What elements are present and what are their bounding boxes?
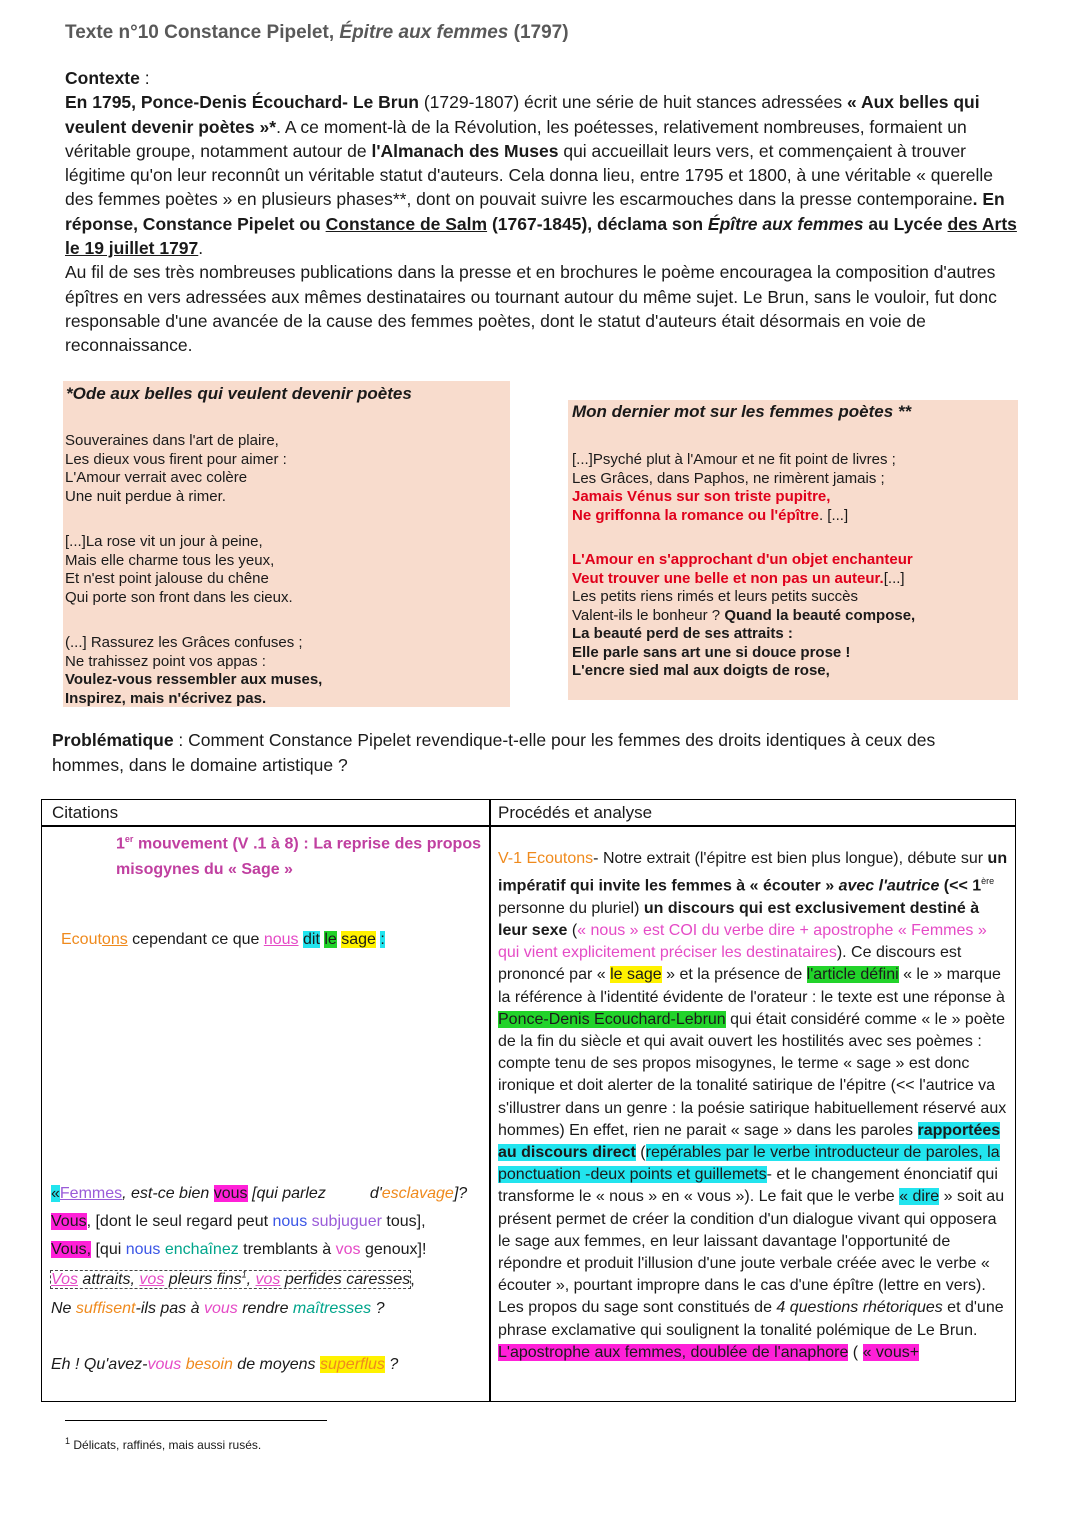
ode-stanza-1: Souveraines dans l'art de plaire, Les dieux vous firent pour aimer : L'Amour verrait avec colère Une nuit perdue à rimer. [65,432,287,505]
analysis-run: V-1 Ecoutons [498,850,594,867]
ode-title: *Ode aux belles qui veulent devenir poètes [66,384,412,403]
analysis-run: 4 questions rhétoriques [776,1299,943,1317]
footnote-rule [65,1420,327,1421]
context-run: . En réponse, Constance Pipelet ou [65,189,1005,234]
ode-box [63,381,510,707]
analysis-run: rapportées au discours direct [498,1121,1001,1161]
analysis-run: ( [567,921,578,939]
context-run: . [198,238,204,259]
citation-line-4: Vous, [qui nous enchaînez tremblants à vos genoux]! [51,1241,427,1258]
analysis-run: ère [981,876,995,887]
ode-stanza-2: [...]La rose vit un jour à peine, Mais elle charme tous les yeux, Et n'est point jalouse du chêne Qui porte son front dans les cieux. [65,533,293,606]
dernier-mot-stanza-1: [...]Psyché plut à l'Amour et ne fit point de livres ; Les Grâces, dans Paphos, ne rimèrent jamais ; Jamais Vénus sur son triste pupitre, Ne griffonna la romance ou l'épître. [...] [572,451,896,524]
page-title: Texte n°10 Constance Pipelet, Épitre aux femmes (1797) [65,22,569,43]
analysis-run: un discours qui est exclusivement destiné à leur sexe [498,899,980,939]
analysis-run: le sage [610,966,662,984]
context-run: Épître aux femmes [707,213,864,234]
analysis-run: » et la présence de [661,966,807,984]
context-run: « Aux belles qui veulent devenir poètes »* [65,92,980,137]
dernier-mot-box [568,400,1018,700]
analysis-run: un impératif qui invite les femmes à « écouter » [498,850,1008,895]
analysis-run: Ponce-Denis Ecouchard-Lebrun [498,1010,726,1028]
vos-attraits-group: Vos attraits, vos pleurs fins$^1$, vos perfides caresses [51,1270,411,1289]
analysis-run: « vous+ [862,1343,920,1361]
dernier-mot-stanza-2: L'Amour en s'approchant d'un objet enchanteur Veut trouver une belle et non pas un auteur.[...] Les petits riens rimés et leurs petits succès Valent-ils le bonheur ? Quand la beauté compose, La beauté perd de ses attraits : Elle parle sans art une si douce prose ! L'encre sied mal aux doigts de rose, [572,551,916,679]
analysis-run: ( [635,1143,646,1161]
analysis-run: et d'une phrase exclamative qui soulignent la tonalité polémique de Le Brun. [498,1299,1004,1339]
citation-line-5: Vos attraits, vos pleurs fins$^1$, vos perfides caresses, [51,1270,415,1289]
analysis-run: » soit au présent permet de créer la condition d'un dialogue vivant qui opposera le sage aux femmes, en leur laissant davantage l'opportunité de répondre et produit l'illusion d'une joute verbale créée avec le verbe « écouter », pourtant impropre dans le cas d'une épître (lettre en vers). Les propos du sage sont constitués de [498,1188,1005,1317]
citation-line-1: Ecoutons cependant ce que nous dit le sage : [61,931,385,948]
problematique: Problématique : Comment Constance Pipelet revendique-t-elle pour les femmes des droits identiques à ceux des hommes, dans le domaine artistique ? [52,730,936,775]
context-run: (1729-1807) écrit une série de huit stances adressées [418,92,848,113]
context-paragraph-2: Au fil de ses très nombreuses publications dans la presse et en brochures le poème encouragea la composition d'autres épîtres en vers adressées aux mêmes destinataires ou tournant autour du même sujet. Le Brun, sans le vouloir, fut donc responsable d'une avancée de la cause des femmes poètes, dont le statut d'auteurs était désormais en voie de reconnaissance. [65,262,997,356]
dernier-mot-title: Mon dernier mot sur les femmes poètes ** [572,402,912,421]
context-run: des Arts le 19 juillet 1797 [65,213,1017,259]
analysis-text [498,848,1010,1364]
analysis-run: (<< 1 [939,877,982,895]
context-run: l'Almanach des Muses [371,140,559,161]
analysis-run: l'article défini [806,966,899,984]
analysis-run: avec l'autrice [838,877,940,895]
column-header-citations: Citations [52,803,119,822]
analysis-run: - Notre extrait (l'épitre est bien plus longue), débute sur [593,850,988,867]
context-paragraph-1 [65,90,1025,260]
analysis-run: « le » marque la référence à l'identité évidente de l'orateur : le texte est une réponse à [498,966,1005,1006]
citation-line-6: Ne suffisent-ils pas à vous rendre maîtresses ? [51,1300,385,1317]
analysis-run: « dire [899,1188,940,1206]
footnote: $^1$ Délicats, raffinés, mais aussi rusés. [65,1436,262,1452]
citation-line-7: Eh ! Qu'avez-vous besoin de moyens superflus ? [51,1356,399,1373]
analysis-run: « nous » est COI du verbe dire + apostrophe « Femmes » qui vient explicitement préciser les destinataires [498,921,987,962]
analysis-run: ( [848,1343,863,1361]
column-header-analysis: Procédés et analyse [498,803,653,822]
work-title: Épitre aux femmes [339,22,509,43]
context-section [65,66,1025,358]
movement-heading: 1er mouvement (V .1 à 8) : La reprise des propos misogynes du « Sage » [116,834,481,879]
column-divider [489,800,491,1401]
context-run: au Lycée [863,213,948,234]
context-heading: Contexte : [65,68,150,88]
analysis-run: - et le changement énonciatif qui transforme le « nous » en « vous »). Le fait que le verbe [498,1166,998,1206]
context-run: (1767-1845), déclama son [487,213,708,234]
context-run: En 1795, Ponce-Denis Écouchard- Le Brun [65,92,419,113]
context-run: . A ce moment-là de la Révolution, les poétesses, relativement nombreuses, formaient un véritable groupe, notamment autour de [65,116,967,161]
ode-stanza-3: (...] Rassurez les Grâces confuses ; Ne trahissez point vos appas : Voulez-vous ressembler aux muses, Inspirez, mais n'écrivez pas. [65,634,323,707]
analysis-run: personne du pluriel) [498,899,644,917]
analysis-run: qui était considéré comme « le » poète de la fin du siècle et qui avait ouvert les hostilités avec ses poèmes : compte tenu de ses propos misogynes, le terme « sage » est donc ironique et doit alerter de la tonalité satirique de l'épitre (<< l'autrice va s'illustrer dans un genre : la poésie satirique habituellement réservé aux hommes) En effet, rien ne parait « sage » dans les paroles [498,1010,1007,1139]
analysis-run: ). Ce discours est prononcé par « [498,944,962,984]
citation-line-2: «Femmes, est-ce bien vous [qui parlez d'esclavage]? [51,1185,468,1202]
analysis-run: L'apostrophe aux femmes, doublée de l'anaphore [498,1343,849,1361]
context-run: Constance de Salm [325,213,488,234]
citation-line-3: Vous, [dont le seul regard peut nous subjuguer tous], [51,1213,426,1230]
context-run: qui accueillait leurs vers, et commençaient à trouver légitime qu'on leur reconnût un véritable statut d'auteurs. Cela donna lieu, entre 1795 et 1800, à une véritable « querelle des femmes poètes » en plusieurs phases**, dont on pouvait suivre les escarmouches dans la presse contemporaine [65,140,993,210]
analysis-run: repérables par le verbe introducteur de paroles, la ponctuation -deux points et guillemets [498,1143,1000,1184]
